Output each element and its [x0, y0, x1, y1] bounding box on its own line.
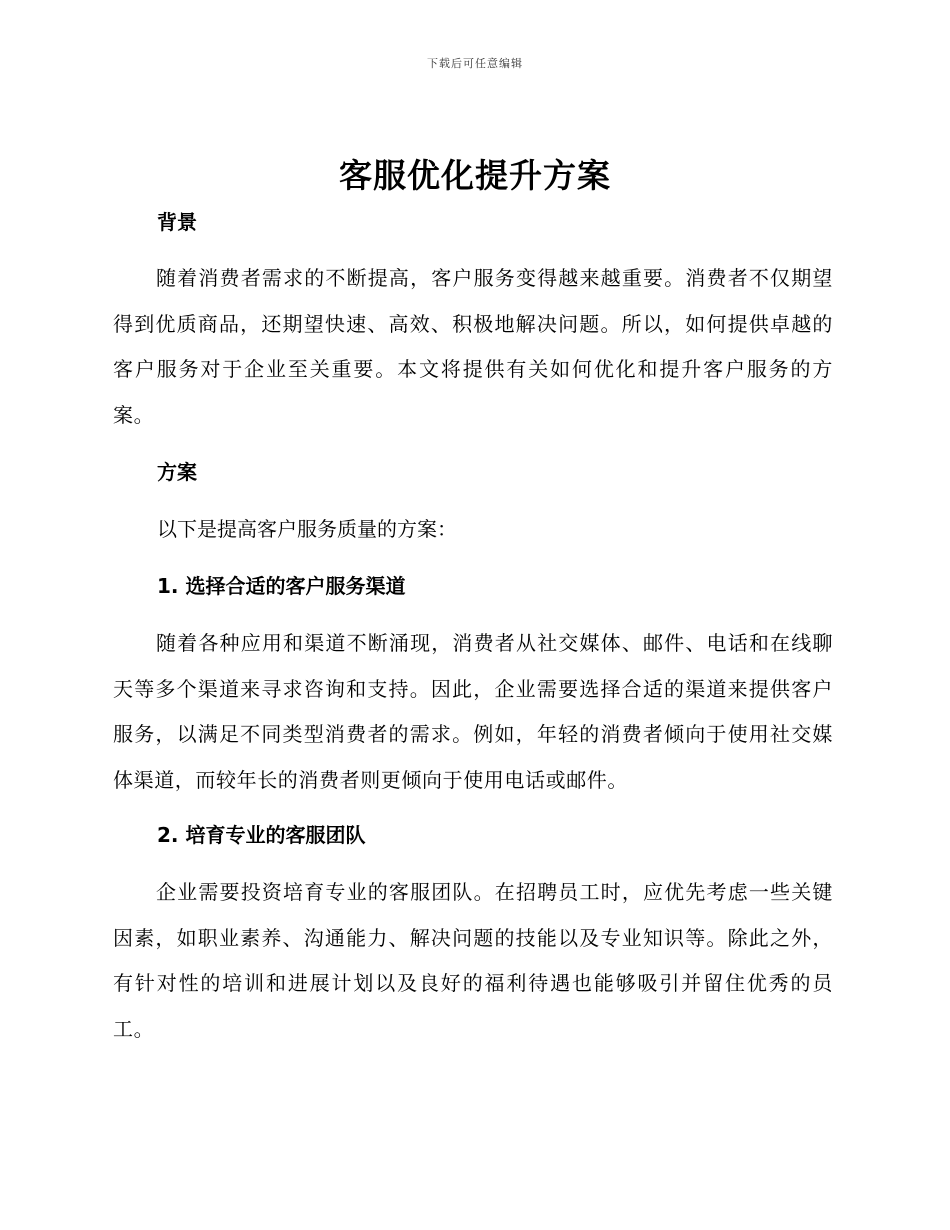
paragraph-plan-intro: 以下是提高客户服务质量的方案： — [157, 517, 457, 541]
item-heading-2: 2. 培育专业的客服团队 — [157, 823, 366, 847]
section-heading-background: 背景 — [157, 210, 197, 234]
document-title: 客服优化提升方案 — [339, 156, 611, 195]
paragraph-item-1: 随着各种应用和渠道不断涌现，消费者从社交媒体、邮件、电话和在线聊天等多个渠道来寻求咨询和支持。因此，企业需要选择合适的渠道来提供客户服务，以满足不同类型消费者的需求。例如，年轻的消费者倾向于使用社交媒体渠道，而较年长的消费者则更倾向于使用电话或邮件。 — [113, 631, 833, 792]
section-heading-plan: 方案 — [157, 460, 197, 484]
header-note: 下载后可任意编辑 — [427, 57, 523, 70]
paragraph-item-2: 企业需要投资培育专业的客服团队。在招聘员工时，应优先考虑一些关键因素，如职业素养、沟通能力、解决问题的技能以及专业知识等。除此之外，有针对性的培训和进展计划以及良好的福利待遇也能够吸引并留住优秀的员工。 — [113, 880, 833, 1041]
item-heading-1: 1. 选择合适的客户服务渠道 — [157, 574, 406, 598]
paragraph-background: 随着消费者需求的不断提高，客户服务变得越来越重要。消费者不仅期望得到优质商品，还期望快速、高效、积极地解决问题。所以，如何提供卓越的客户服务对于企业至关重要。本文将提供有关如何优化和提升客户服务的方案。 — [113, 266, 833, 427]
